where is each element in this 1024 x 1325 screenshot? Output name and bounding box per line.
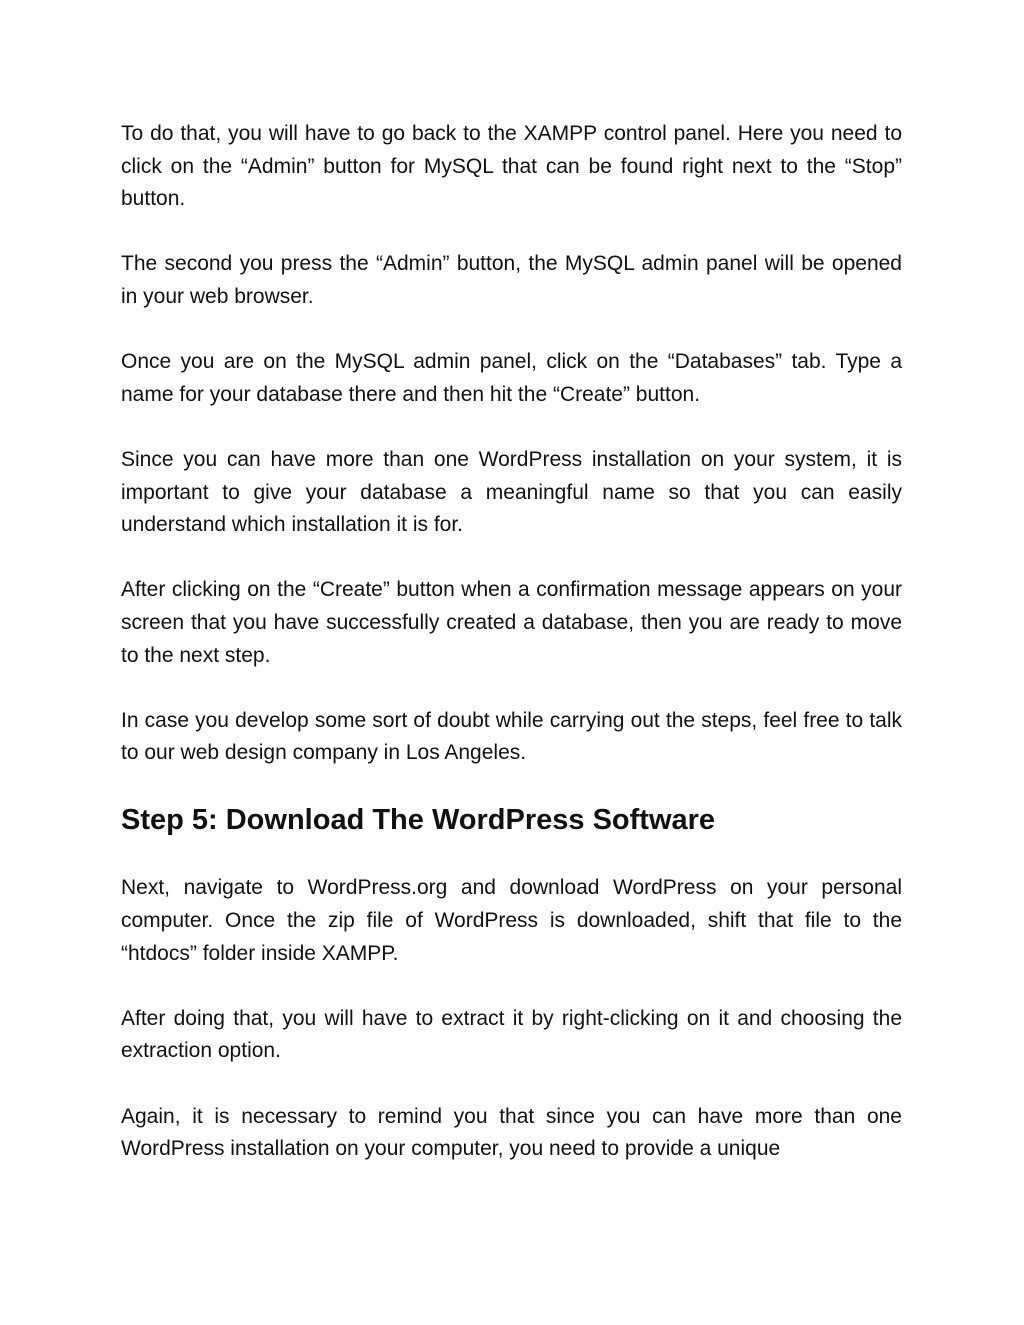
paragraph-confirmation: After clicking on the “Create” button when a confirmation message appears on your screen that you have successfully created a database, then you are ready to move to the next step. [121, 578, 902, 667]
document-body [121, 118, 902, 1166]
paragraph-xampp-admin: To do that, you will have to go back to the XAMPP control panel. Here you need to click on the “Admin” button for MySQL that can be found right next to the “Stop” button. [121, 122, 902, 211]
paragraph-doubt: In case you develop some sort of doubt while carrying out the steps, feel free to talk to our web design company in Los Angeles. [121, 708, 902, 765]
paragraph-download-wordpress: Next, navigate to WordPress.org and download WordPress on your personal computer. Once the zip file of WordPress is downloaded, shift that file to the “htdocs” folder inside XAMPP. [121, 876, 902, 965]
paragraph-admin-panel-opened: The second you press the “Admin” button, the MySQL admin panel will be opened in your web browser. [121, 252, 902, 308]
paragraph-unique-name: Again, it is necessary to remind you that since you can have more than one WordPress installation on your computer, you need to provide a unique [121, 1104, 902, 1161]
paragraph-databases-tab: Once you are on the MySQL admin panel, click on the “Databases” tab. Type a name for your database there and then hit the “Create” button. [121, 350, 902, 406]
section-heading: Step 5: Download The WordPress Software [121, 804, 716, 837]
paragraph-extract: After doing that, you will have to extract it by right-clicking on it and choosing the extraction option. [121, 1006, 902, 1063]
paragraph-database-name: Since you can have more than one WordPress installation on your system, it is important to give your database a meaningful name so that you can easily understand which installation it is for. [121, 447, 902, 537]
